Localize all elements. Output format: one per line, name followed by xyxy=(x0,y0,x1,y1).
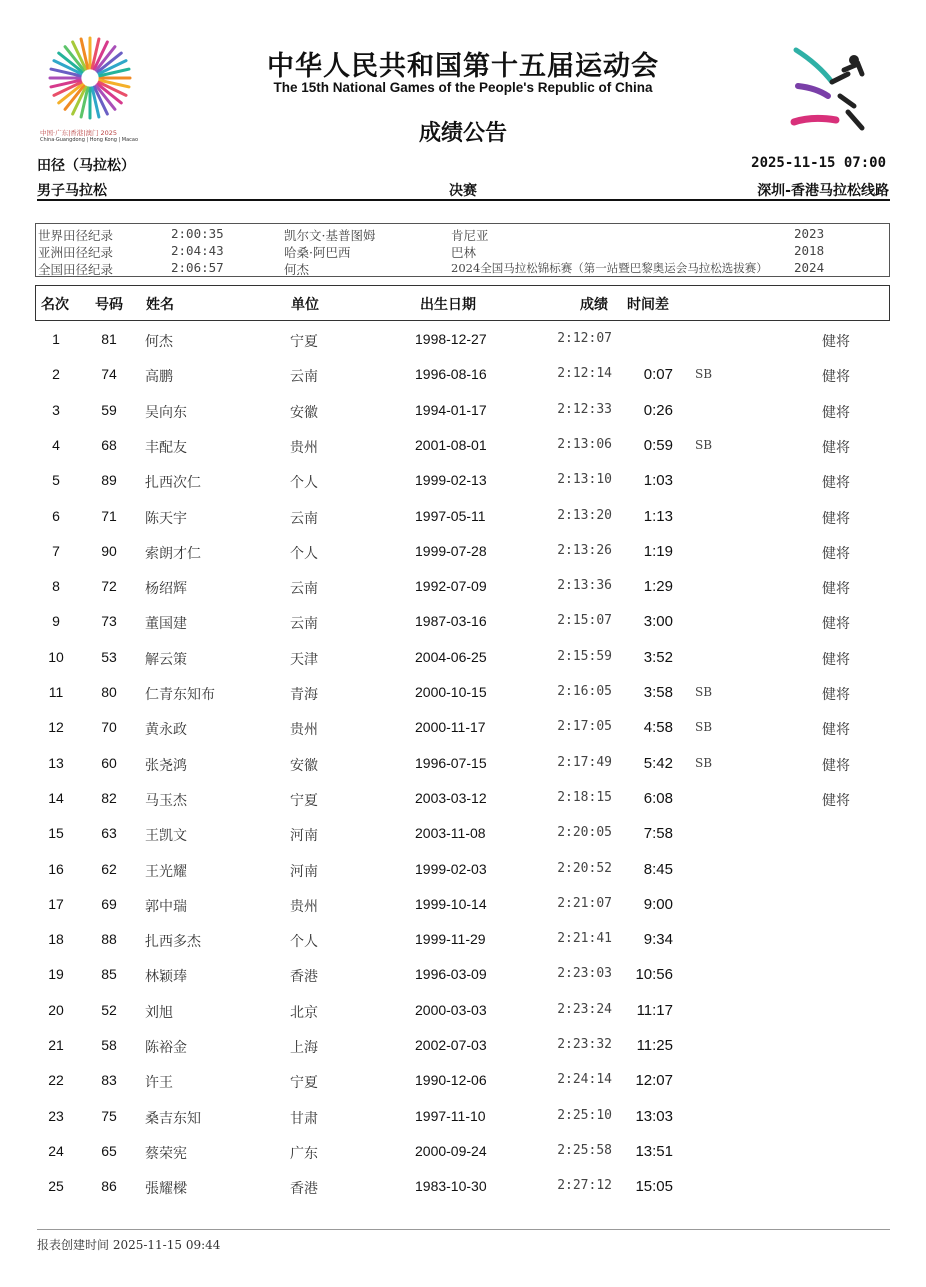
record-competition: 2024全国马拉松锦标赛（第一站暨巴黎奥运会马拉松选拔赛） xyxy=(451,261,768,275)
athlete-name: 董国建 xyxy=(145,616,187,633)
event-datetime: 2025-11-15 07:00 xyxy=(751,155,886,171)
dob-cell: 1994-01-17 xyxy=(415,401,487,418)
rank-cell: 18 xyxy=(48,931,64,948)
bib-cell: 81 xyxy=(101,331,117,347)
qualification-note: 健将 xyxy=(822,687,850,703)
table-row xyxy=(35,710,890,745)
table-row xyxy=(35,993,890,1028)
col-diff: 时间差 xyxy=(627,297,669,313)
col-name: 姓名 xyxy=(146,297,174,313)
result-time: 2:27:12 xyxy=(557,1178,612,1194)
table-row xyxy=(35,887,890,922)
time-gap: 0:26 xyxy=(643,401,673,419)
sport-name: 田径（马拉松） xyxy=(37,158,135,174)
athlete-name: 張耀樑 xyxy=(145,1181,187,1198)
event-name: 男子马拉松 xyxy=(37,183,107,199)
bib-cell: 62 xyxy=(101,860,117,877)
dob-cell: 1999-11-29 xyxy=(415,931,486,948)
table-row xyxy=(35,1169,890,1204)
bib-cell: 85 xyxy=(101,966,117,983)
team-cell: 香港 xyxy=(290,969,318,986)
result-time: 2:15:07 xyxy=(557,613,612,629)
dob-cell: 1983-10-30 xyxy=(415,1178,487,1195)
dob-cell: 1998-12-27 xyxy=(415,331,487,347)
games-title-en: The 15th National Games of the People's Republic of China xyxy=(273,80,653,95)
result-time: 2:17:49 xyxy=(557,754,612,770)
bib-cell: 63 xyxy=(101,825,117,842)
dob-cell: 1997-11-10 xyxy=(415,1107,486,1124)
athlete-name: 马玉杰 xyxy=(145,792,187,809)
time-gap: 13:03 xyxy=(635,1107,673,1125)
season-best-mark: SB xyxy=(695,755,713,770)
record-holder: 何杰 xyxy=(284,262,310,277)
bib-cell: 74 xyxy=(101,366,117,383)
season-best-mark: SB xyxy=(695,437,713,452)
athlete-name: 索朗才仁 xyxy=(145,545,201,562)
table-row xyxy=(35,604,890,639)
table-row xyxy=(35,499,890,534)
team-cell: 河南 xyxy=(290,828,318,845)
team-cell: 云南 xyxy=(290,510,318,527)
athlete-name: 王光耀 xyxy=(145,863,187,880)
team-cell: 天津 xyxy=(290,651,318,668)
time-gap: 8:45 xyxy=(643,860,673,878)
result-time: 2:23:03 xyxy=(557,966,612,982)
result-time: 2:13:26 xyxy=(557,542,612,558)
team-cell: 云南 xyxy=(290,369,318,386)
team-cell: 宁夏 xyxy=(290,334,318,350)
col-team: 单位 xyxy=(291,297,319,313)
team-cell: 云南 xyxy=(290,581,318,598)
result-time: 2:15:59 xyxy=(557,648,612,664)
athlete-name: 吴向东 xyxy=(145,404,187,421)
bib-cell: 52 xyxy=(101,1001,117,1018)
team-cell: 安徽 xyxy=(290,757,318,774)
table-row xyxy=(35,957,890,992)
team-cell: 贵州 xyxy=(290,439,318,456)
table-row xyxy=(35,746,890,781)
dob-cell: 2003-03-12 xyxy=(415,789,487,806)
result-time: 2:13:06 xyxy=(557,436,612,452)
col-dob: 出生日期 xyxy=(420,297,476,313)
dob-cell: 1999-07-28 xyxy=(415,542,487,559)
table-row xyxy=(35,428,890,463)
record-row-national xyxy=(36,259,889,277)
record-holder: 哈桑·阿巴西 xyxy=(284,245,351,260)
document-title: 成绩公告 xyxy=(418,121,507,146)
rank-cell: 5 xyxy=(52,472,60,489)
team-cell: 云南 xyxy=(290,616,318,633)
team-cell: 北京 xyxy=(290,1004,318,1021)
time-gap: 3:52 xyxy=(643,648,673,666)
bib-cell: 82 xyxy=(101,789,117,806)
time-gap: 6:08 xyxy=(643,789,673,807)
table-row xyxy=(35,1063,890,1098)
qualification-note: 健将 xyxy=(822,545,850,562)
record-country: 巴林 xyxy=(451,245,477,260)
result-time: 2:16:05 xyxy=(557,684,612,699)
team-cell: 河南 xyxy=(290,863,318,880)
qualification-note: 健将 xyxy=(822,581,850,598)
season-best-mark: SB xyxy=(695,720,713,735)
result-time: 2:24:14 xyxy=(557,1072,612,1088)
event-venue: 深圳-香港马拉松线路 xyxy=(757,183,889,199)
record-row-asia xyxy=(36,242,889,260)
team-cell: 上海 xyxy=(290,1040,318,1056)
qualification-note: 健将 xyxy=(822,651,850,668)
team-cell: 宁夏 xyxy=(290,792,318,809)
dob-cell: 2000-10-15 xyxy=(415,684,487,700)
bib-cell: 71 xyxy=(101,507,117,524)
time-gap: 1:29 xyxy=(643,578,673,596)
time-gap: 3:58 xyxy=(643,684,673,701)
bib-cell: 83 xyxy=(101,1072,117,1089)
qualification-note: 健将 xyxy=(822,369,850,386)
record-label: 世界田径纪录 xyxy=(38,228,114,243)
table-row xyxy=(35,922,890,957)
athlete-name: 王凯文 xyxy=(145,828,187,845)
rank-cell: 19 xyxy=(48,966,64,983)
table-row xyxy=(35,675,890,710)
rank-cell: 3 xyxy=(52,401,60,418)
rank-cell: 23 xyxy=(48,1107,64,1124)
time-gap: 1:19 xyxy=(643,542,673,560)
athlete-name: 丰配友 xyxy=(145,439,187,456)
bib-cell: 53 xyxy=(101,648,117,665)
qualification-note: 健将 xyxy=(822,439,850,456)
table-row xyxy=(35,357,890,392)
result-time: 2:13:36 xyxy=(557,578,612,594)
time-gap: 1:13 xyxy=(643,507,673,525)
athlete-name: 许王 xyxy=(145,1075,173,1092)
dob-cell: 2004-06-25 xyxy=(415,648,487,665)
result-time: 2:25:58 xyxy=(557,1142,612,1158)
rank-cell: 4 xyxy=(52,436,60,453)
bib-cell: 89 xyxy=(101,472,117,489)
rank-cell: 2 xyxy=(52,366,60,383)
table-row xyxy=(35,569,890,604)
event-phase: 决赛 xyxy=(449,183,477,199)
athlete-name: 何杰 xyxy=(145,334,173,350)
rank-cell: 24 xyxy=(48,1142,64,1159)
record-label: 亚洲田径纪录 xyxy=(38,245,114,260)
qualification-note: 健将 xyxy=(822,334,850,350)
time-gap: 9:00 xyxy=(643,895,673,913)
time-gap: 11:17 xyxy=(636,1001,673,1019)
team-cell: 贵州 xyxy=(290,898,318,915)
dob-cell: 2001-08-01 xyxy=(415,436,487,453)
result-time: 2:23:24 xyxy=(557,1001,612,1017)
result-time: 2:20:52 xyxy=(557,860,612,876)
time-gap: 0:59 xyxy=(643,436,673,454)
bib-cell: 88 xyxy=(101,931,117,948)
table-row xyxy=(35,640,890,675)
bib-cell: 90 xyxy=(101,542,117,559)
dob-cell: 1999-10-14 xyxy=(415,895,487,912)
result-time: 2:17:05 xyxy=(557,719,612,735)
rank-cell: 20 xyxy=(48,1001,64,1018)
table-row xyxy=(35,852,890,887)
bib-cell: 70 xyxy=(101,719,117,736)
rank-cell: 15 xyxy=(48,825,64,842)
athlete-name: 杨绍辉 xyxy=(145,581,187,598)
team-cell: 个人 xyxy=(290,934,318,951)
dob-cell: 1996-07-15 xyxy=(415,754,487,771)
rank-cell: 9 xyxy=(52,613,60,630)
rank-cell: 21 xyxy=(48,1037,64,1053)
report-created-time: 报表创建时间 2025-11-15 09:44 xyxy=(37,1238,221,1252)
time-gap: 4:58 xyxy=(643,719,673,737)
athlete-name: 桑吉东知 xyxy=(145,1110,201,1127)
records-box xyxy=(35,223,890,277)
bib-cell: 69 xyxy=(101,895,117,912)
rank-cell: 11 xyxy=(48,684,64,700)
result-time: 2:21:07 xyxy=(557,895,612,911)
table-row xyxy=(35,781,890,816)
time-gap: 12:07 xyxy=(635,1072,673,1090)
athlete-name: 刘旭 xyxy=(145,1004,173,1021)
rank-cell: 16 xyxy=(48,860,64,877)
team-cell: 贵州 xyxy=(290,722,318,739)
rank-cell: 22 xyxy=(48,1072,64,1089)
time-gap: 15:05 xyxy=(635,1178,673,1196)
qualification-note: 健将 xyxy=(822,757,850,774)
athlete-name: 扎西次仁 xyxy=(145,475,201,492)
record-year: 2023 xyxy=(794,226,825,241)
athlete-name: 陈天宇 xyxy=(145,510,187,527)
athlete-name: 解云策 xyxy=(145,651,187,668)
team-cell: 广东 xyxy=(290,1145,318,1162)
result-time: 2:20:05 xyxy=(557,825,612,841)
record-holder: 凯尔文·基普图姆 xyxy=(284,228,376,243)
result-time: 2:25:10 xyxy=(557,1107,612,1123)
team-cell: 个人 xyxy=(290,545,318,562)
time-gap: 11:25 xyxy=(636,1037,673,1054)
athlete-name: 陈裕金 xyxy=(145,1040,187,1056)
dob-cell: 2002-07-03 xyxy=(415,1037,487,1053)
dob-cell: 2003-11-08 xyxy=(415,825,486,842)
rank-cell: 25 xyxy=(48,1178,64,1195)
rank-cell: 12 xyxy=(48,719,64,736)
table-row xyxy=(35,322,890,357)
time-gap: 0:07 xyxy=(643,366,673,384)
season-best-mark: SB xyxy=(695,367,713,382)
rank-cell: 14 xyxy=(48,789,64,806)
result-time: 2:13:10 xyxy=(557,472,612,488)
qualification-note: 健将 xyxy=(822,616,850,633)
athlete-name: 扎西多杰 xyxy=(145,934,201,951)
dob-cell: 1990-12-06 xyxy=(415,1072,487,1089)
team-cell: 甘肃 xyxy=(290,1110,318,1127)
bib-cell: 65 xyxy=(101,1142,117,1159)
qualification-note: 健将 xyxy=(822,792,850,809)
dob-cell: 2000-03-03 xyxy=(415,1001,487,1018)
team-cell: 香港 xyxy=(290,1181,318,1198)
dob-cell: 2000-11-17 xyxy=(415,719,486,736)
result-time: 2:21:41 xyxy=(557,931,612,947)
dob-cell: 1987-03-16 xyxy=(415,613,487,630)
qualification-note: 健将 xyxy=(822,404,850,421)
bib-cell: 58 xyxy=(101,1037,117,1053)
dob-cell: 1999-02-03 xyxy=(415,860,487,877)
record-time: 2:06:57 xyxy=(171,260,224,275)
table-row xyxy=(35,393,890,428)
footer-divider xyxy=(37,1229,890,1230)
qualification-note: 健将 xyxy=(822,722,850,739)
record-label: 全国田径纪录 xyxy=(38,262,114,277)
dob-cell: 2000-09-24 xyxy=(415,1142,487,1159)
record-time: 2:00:35 xyxy=(171,226,224,241)
bib-cell: 59 xyxy=(101,401,117,418)
qualification-note: 健将 xyxy=(822,510,850,527)
bib-cell: 75 xyxy=(101,1107,117,1124)
team-cell: 青海 xyxy=(290,687,318,703)
rank-cell: 7 xyxy=(52,542,60,559)
rank-cell: 8 xyxy=(52,578,60,595)
result-time: 2:12:07 xyxy=(557,331,612,346)
time-gap: 9:34 xyxy=(643,931,673,949)
games-title-cn: 中华人民共和国第十五届运动会 xyxy=(267,51,659,82)
dob-cell: 1996-08-16 xyxy=(415,366,487,383)
table-row xyxy=(35,534,890,569)
time-gap: 3:00 xyxy=(643,613,673,631)
result-time: 2:12:14 xyxy=(557,366,612,382)
bib-cell: 68 xyxy=(101,436,117,453)
col-bib: 号码 xyxy=(95,297,123,313)
athlete-name: 郭中瑞 xyxy=(145,898,187,915)
col-result: 成绩 xyxy=(580,297,608,313)
bib-cell: 60 xyxy=(101,754,117,771)
rank-cell: 13 xyxy=(48,754,64,771)
time-gap: 7:58 xyxy=(643,825,673,843)
rank-cell: 6 xyxy=(52,507,60,524)
athlete-name: 蔡荣宪 xyxy=(145,1145,187,1162)
result-time: 2:23:32 xyxy=(557,1037,612,1052)
result-time: 2:13:20 xyxy=(557,507,612,523)
bib-cell: 73 xyxy=(101,613,117,630)
col-rank: 名次 xyxy=(41,297,69,313)
athlete-name: 林颖琫 xyxy=(145,969,187,986)
athlete-name: 黄永政 xyxy=(145,722,187,739)
logo-caption-cn: 中国·广东|香港|澳门 2025 xyxy=(40,129,118,137)
rank-cell: 10 xyxy=(48,648,64,665)
table-row xyxy=(35,1134,890,1169)
record-country: 肯尼亚 xyxy=(451,228,489,243)
dob-cell: 1997-05-11 xyxy=(415,507,486,524)
record-year: 2018 xyxy=(794,243,825,258)
time-gap: 5:42 xyxy=(643,754,673,772)
bib-cell: 86 xyxy=(101,1178,117,1195)
record-time: 2:04:43 xyxy=(171,243,224,258)
dob-cell: 1992-07-09 xyxy=(415,578,487,595)
athlete-name: 仁青东知布 xyxy=(145,687,215,703)
dob-cell: 1996-03-09 xyxy=(415,966,487,983)
table-row xyxy=(35,1028,890,1063)
results-header xyxy=(35,285,890,321)
team-cell: 个人 xyxy=(290,475,318,492)
dob-cell: 1999-02-13 xyxy=(415,472,487,489)
table-row xyxy=(35,1099,890,1134)
table-row xyxy=(35,816,890,851)
rank-cell: 1 xyxy=(52,331,60,347)
team-cell: 安徽 xyxy=(290,404,318,421)
table-row xyxy=(35,463,890,498)
bib-cell: 80 xyxy=(101,684,117,700)
logo-caption-en: China·Guangdong | Hong Kong | Macao xyxy=(40,137,139,143)
result-time: 2:18:15 xyxy=(557,789,612,805)
record-year: 2024 xyxy=(794,260,825,275)
qualification-note: 健将 xyxy=(822,475,850,492)
header-divider xyxy=(37,199,890,201)
time-gap: 1:03 xyxy=(643,472,673,490)
result-time: 2:12:33 xyxy=(557,401,612,417)
team-cell: 宁夏 xyxy=(290,1075,318,1092)
time-gap: 10:56 xyxy=(635,966,673,984)
athlete-name: 高鹏 xyxy=(145,369,173,386)
bib-cell: 72 xyxy=(101,578,117,595)
athlete-name: 张尧鸿 xyxy=(145,757,187,774)
rank-cell: 17 xyxy=(48,895,64,912)
season-best-mark: SB xyxy=(695,685,713,699)
time-gap: 13:51 xyxy=(635,1142,673,1160)
record-row-world xyxy=(36,225,889,243)
